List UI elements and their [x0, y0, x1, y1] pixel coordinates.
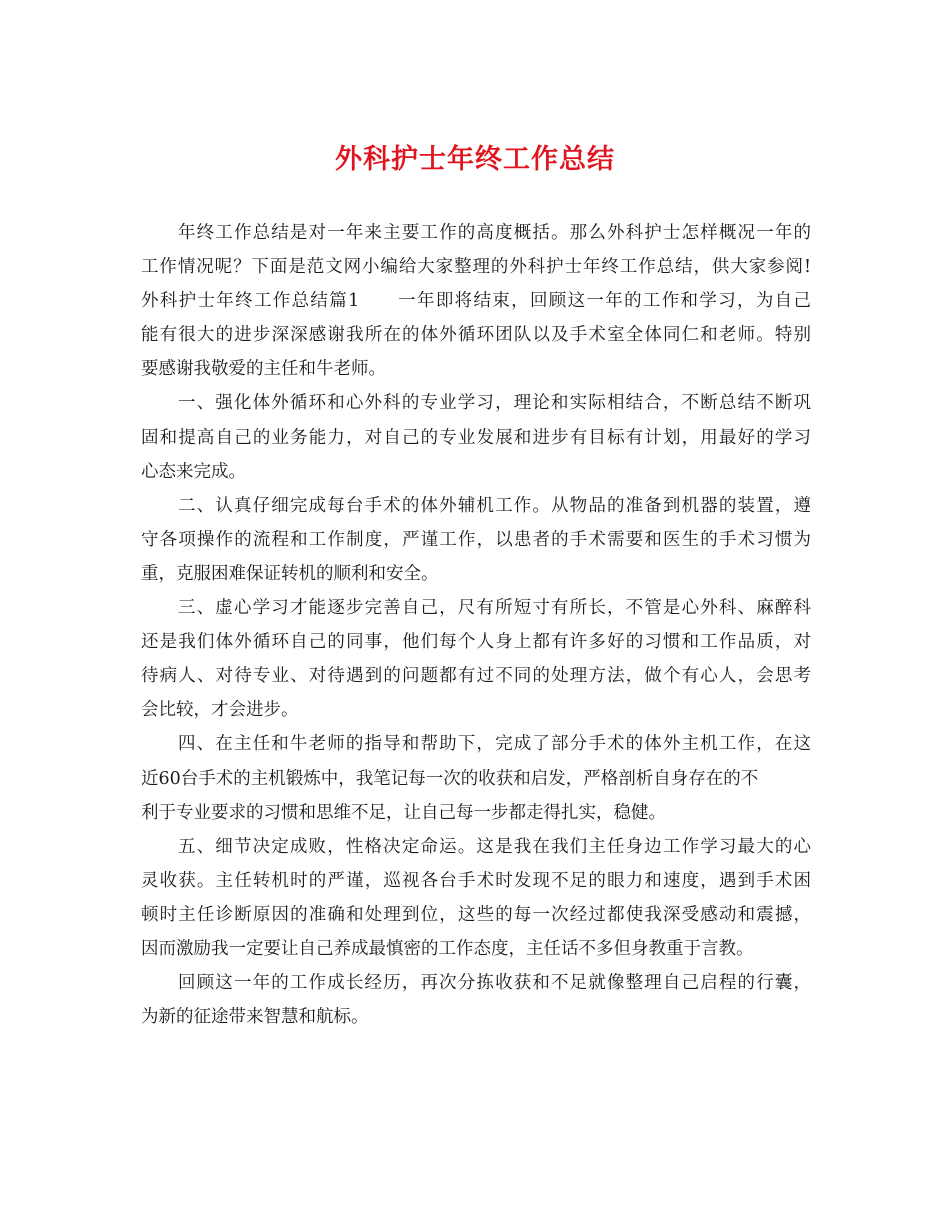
body-line: 四、在主任和牛老师的指导和帮助下，完成了部分手术的体外主机工作，在这: [178, 734, 811, 755]
body-line: 近60台手术的主机锻炼中，我笔记每一次的收获和启发，严格剖析自身存在的不: [141, 768, 759, 789]
body-line: 三、虚心学习才能逐步完善自己，尺有所短寸有所长，不管是心外科、麻醉科: [178, 598, 811, 619]
body-line: 利于专业要求的习惯和思维不足，让自己每一步都走得扎实，稳健。: [141, 802, 666, 823]
body-line: 守各项操作的流程和工作制度，严谨工作，以患者的手术需要和医生的手术习惯为: [141, 529, 811, 550]
body-line: 能有很大的进步深深感谢我所在的体外循环团队以及手术室全体同仁和老师。特别: [141, 325, 811, 346]
body-line: 外科护士年终工作总结篇1 一年即将结束，回顾这一年的工作和学习，为自己: [141, 291, 811, 312]
body-line: 因而激励我一定要让自己养成最慎密的工作态度，主任话不多但身教重于言教。: [141, 938, 754, 959]
body-line: 重，克服困难保证转机的顺利和安全。: [141, 563, 439, 584]
body-line: 顿时主任诊断原因的准确和处理到位，这些的每一次经过都使我深受感动和震撼，: [141, 904, 811, 925]
body-line: 还是我们体外循环自己的同事，他们每个人身上都有许多好的习惯和工作品质，对: [141, 632, 811, 653]
body-line: 五、细节决定成败，性格决定命运。这是我在我们主任身边工作学习最大的心: [178, 836, 811, 857]
document-body: [141, 216, 811, 1034]
body-line: 回顾这一年的工作成长经历，再次分拣收获和不足就像整理自己启程的行囊，: [178, 973, 811, 994]
body-line: 工作情况呢？下面是范文网小编给大家整理的外科护士年终工作总结，供大家参阅!: [141, 257, 811, 278]
body-line: 要感谢我敬爱的主任和牛老师。: [141, 359, 386, 380]
body-line: 为新的征途带来智慧和航标。: [141, 1007, 369, 1028]
body-line: 二、认真仔细完成每台手术的体外辅机工作。从物品的准备到机器的装置，遵: [178, 495, 811, 516]
body-line: 待病人、对待专业、对待遇到的问题都有过不同的处理方法，做个有心人，会思考: [141, 666, 811, 687]
document-title: 外科护士年终工作总结: [335, 144, 615, 175]
body-line: 会比较，才会进步。: [141, 700, 299, 721]
body-line: 年终工作总结是对一年来主要工作的高度概括。那么外科护士怎样概况一年的: [178, 223, 811, 243]
body-line: 灵收获。主任转机时的严谨，巡视各台手术时发现不足的眼力和速度，遇到手术困: [141, 870, 811, 891]
body-line: 一、强化体外循环和心外科的专业学习，理论和实际相结合，不断总结不断巩: [178, 393, 811, 414]
body-line: 固和提高自己的业务能力，对自己的专业发展和进步有目标有计划，用最好的学习: [141, 427, 811, 448]
body-line: 心态来完成。: [141, 461, 246, 482]
